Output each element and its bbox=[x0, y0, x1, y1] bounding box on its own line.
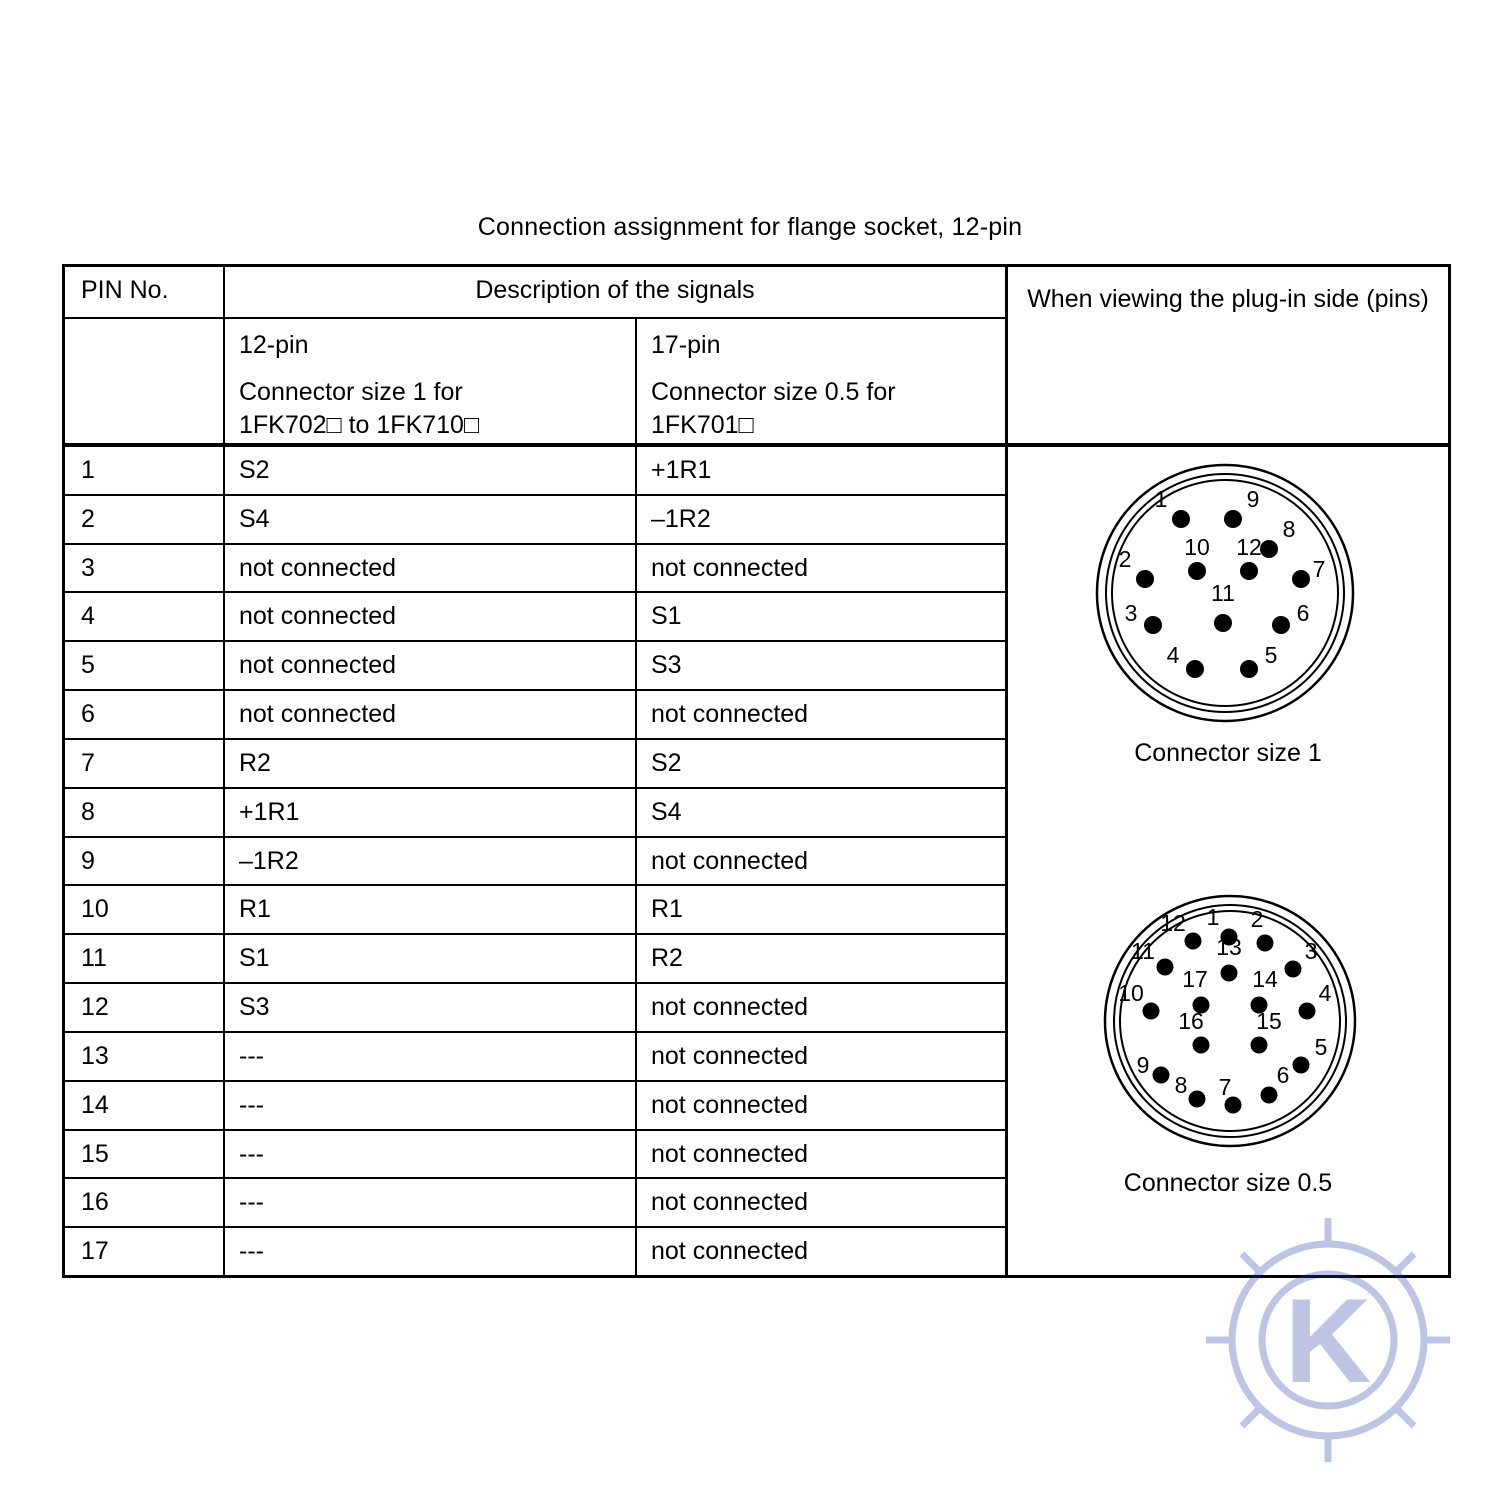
connector-pin-label: 5 bbox=[1264, 642, 1278, 668]
connector-pin-label: 7 bbox=[1312, 556, 1326, 582]
cell-signal-17pin: not connected bbox=[651, 1090, 809, 1119]
connector-pin-label: 1 bbox=[1206, 904, 1220, 930]
connector-pin-dot bbox=[1240, 562, 1258, 580]
cell-pin-number: 7 bbox=[65, 740, 225, 787]
cell-signal-17pin: R1 bbox=[651, 895, 683, 924]
cell-signal-17pin: S4 bbox=[651, 797, 682, 826]
cell-signal-12pin: --- bbox=[225, 1131, 637, 1178]
connector-pin-dot bbox=[1186, 660, 1204, 678]
header-col-12pin-line1: Connector size 1 for bbox=[239, 378, 463, 406]
header-col-12pin-title: 12-pin bbox=[239, 331, 309, 359]
connector-pin-dot bbox=[1221, 965, 1238, 982]
cell-pin-number: 3 bbox=[65, 545, 225, 592]
connector-pin-dot bbox=[1189, 1091, 1206, 1108]
header-col-17pin-title: 17-pin bbox=[651, 331, 721, 359]
cell-signal-17pin: not connected bbox=[651, 1041, 809, 1070]
cell-signal-12pin: not connected bbox=[225, 642, 637, 689]
table-header-row-1 bbox=[65, 267, 1005, 319]
connector-pin-label: 3 bbox=[1304, 938, 1318, 964]
connector-pin-dot bbox=[1143, 1003, 1160, 1020]
table-row bbox=[65, 838, 1005, 887]
cell-pin-number: 9 bbox=[65, 838, 225, 885]
cell-signal-17pin: S2 bbox=[651, 748, 682, 777]
cell-signal-12pin: not connected bbox=[225, 593, 637, 640]
cell-pin-number: 1 bbox=[65, 447, 225, 494]
connector-pin-label: 10 bbox=[1118, 980, 1144, 1006]
table-row bbox=[65, 496, 1005, 545]
table-row bbox=[65, 1033, 1005, 1082]
table-row bbox=[65, 935, 1005, 984]
header-viewing-plug-in-side: When viewing the plug-in side (pins) bbox=[1008, 267, 1448, 447]
cell-signal-12pin: R2 bbox=[225, 740, 637, 787]
header-col-17pin-line1: Connector size 0.5 for bbox=[651, 378, 896, 406]
connector-pin-dot bbox=[1261, 1087, 1278, 1104]
cell-signal-17pin: not connected bbox=[651, 553, 809, 582]
connector-pin-dot bbox=[1285, 961, 1302, 978]
table-row bbox=[65, 1131, 1005, 1180]
connector-pin-dot bbox=[1193, 1037, 1210, 1054]
cell-pin-number: 16 bbox=[65, 1179, 225, 1226]
connector-pin-dot bbox=[1299, 1003, 1316, 1020]
connector-pin-label: 15 bbox=[1256, 1008, 1282, 1034]
connector-pin-dot bbox=[1144, 616, 1162, 634]
connector-pin-dot bbox=[1251, 1037, 1268, 1054]
header-description: Description of the signals bbox=[475, 276, 755, 304]
connector-pin-dot bbox=[1292, 570, 1310, 588]
cell-signal-17pin: not connected bbox=[651, 1139, 809, 1168]
table-row bbox=[65, 789, 1005, 838]
cell-signal-12pin: --- bbox=[225, 1228, 637, 1275]
connector-pin-dot bbox=[1272, 616, 1290, 634]
connector-pin-dot bbox=[1260, 540, 1278, 558]
connector-size-1-diagram bbox=[1053, 457, 1403, 737]
connector-pin-label: 8 bbox=[1282, 516, 1296, 542]
header-col-17pin-line2: 1FK701□ bbox=[651, 411, 754, 439]
table-header-row-2 bbox=[65, 319, 1005, 447]
cell-signal-17pin: not connected bbox=[651, 700, 809, 729]
header-pin-no-blank bbox=[65, 319, 225, 443]
connector-pin-label: 9 bbox=[1246, 486, 1260, 512]
table-row bbox=[65, 691, 1005, 740]
cell-pin-number: 5 bbox=[65, 642, 225, 689]
cell-pin-number: 15 bbox=[65, 1131, 225, 1178]
connector-pin-label: 17 bbox=[1182, 966, 1208, 992]
cell-signal-12pin: R1 bbox=[225, 886, 637, 933]
cell-pin-number: 12 bbox=[65, 984, 225, 1031]
connector-pin-dot bbox=[1214, 614, 1232, 632]
connector-pin-dot bbox=[1153, 1067, 1170, 1084]
table-row bbox=[65, 593, 1005, 642]
figure-caption: Connection assignment for flange socket, 12-pin bbox=[477, 213, 1023, 241]
cell-pin-number: 4 bbox=[65, 593, 225, 640]
cell-signal-17pin: +1R1 bbox=[651, 455, 712, 484]
cell-pin-number: 8 bbox=[65, 789, 225, 836]
table-row bbox=[65, 886, 1005, 935]
connector-pin-label: 11 bbox=[1211, 580, 1235, 606]
connector-pin-label: 6 bbox=[1276, 1062, 1290, 1088]
connector-size-05-block bbox=[1008, 887, 1448, 1198]
cell-signal-12pin: S1 bbox=[225, 935, 637, 982]
connection-assignment-table bbox=[62, 264, 1451, 1278]
cell-signal-17pin: not connected bbox=[651, 846, 809, 875]
cell-signal-12pin: --- bbox=[225, 1082, 637, 1129]
connector-pin-label: 8 bbox=[1174, 1072, 1188, 1098]
connector-diagrams bbox=[1008, 447, 1448, 1275]
connector-pin-label: 12 bbox=[1236, 534, 1262, 560]
cell-signal-12pin: +1R1 bbox=[225, 789, 637, 836]
connector-pin-label: 1 bbox=[1154, 486, 1168, 512]
table-row bbox=[65, 1179, 1005, 1228]
connector-pin-dot bbox=[1157, 959, 1174, 976]
connector-pin-label: 7 bbox=[1218, 1074, 1232, 1100]
table-left-block bbox=[65, 267, 1008, 1275]
table-right-block bbox=[1008, 267, 1448, 1275]
connector-pin-label: 6 bbox=[1296, 600, 1310, 626]
header-col-12pin-line2: 1FK702□ to 1FK710□ bbox=[239, 411, 480, 439]
cell-pin-number: 17 bbox=[65, 1228, 225, 1275]
table-row bbox=[65, 1228, 1005, 1275]
cell-signal-17pin: S1 bbox=[651, 602, 682, 631]
connector-pin-label: 13 bbox=[1216, 934, 1242, 960]
cell-signal-12pin: S4 bbox=[225, 496, 637, 543]
connector-pin-dot bbox=[1224, 510, 1242, 528]
cell-signal-12pin: S3 bbox=[225, 984, 637, 1031]
cell-signal-17pin: –1R2 bbox=[651, 504, 711, 533]
connector-size-1-label: Connector size 1 bbox=[1134, 739, 1322, 767]
table-row bbox=[65, 447, 1005, 496]
cell-pin-number: 11 bbox=[65, 935, 225, 982]
cell-pin-number: 2 bbox=[65, 496, 225, 543]
cell-signal-12pin: not connected bbox=[225, 545, 637, 592]
connector-pin-label: 4 bbox=[1318, 980, 1332, 1006]
connector-pin-label: 4 bbox=[1166, 642, 1180, 668]
connector-pin-label: 5 bbox=[1314, 1034, 1328, 1060]
cell-signal-12pin: not connected bbox=[225, 691, 637, 738]
connector-pin-dot bbox=[1240, 660, 1258, 678]
table-row bbox=[65, 642, 1005, 691]
connector-pin-label: 9 bbox=[1136, 1052, 1150, 1078]
connector-pin-dot bbox=[1257, 935, 1274, 952]
cell-signal-12pin: –1R2 bbox=[225, 838, 637, 885]
connector-pin-label: 11 bbox=[1131, 938, 1155, 964]
table-body bbox=[65, 447, 1005, 1275]
connector-pin-label: 14 bbox=[1252, 966, 1278, 992]
connector-pin-label: 10 bbox=[1184, 534, 1210, 560]
cell-signal-17pin: not connected bbox=[651, 1237, 809, 1266]
connector-pin-dot bbox=[1172, 510, 1190, 528]
cell-pin-number: 6 bbox=[65, 691, 225, 738]
connector-size-05-diagram bbox=[1053, 887, 1403, 1167]
table-row bbox=[65, 1082, 1005, 1131]
table-row bbox=[65, 545, 1005, 594]
connector-pin-dot bbox=[1185, 933, 1202, 950]
connector-pin-label: 16 bbox=[1178, 1008, 1204, 1034]
cell-signal-17pin: not connected bbox=[651, 1188, 809, 1217]
cell-signal-12pin: S2 bbox=[225, 447, 637, 494]
connector-pin-label: 2 bbox=[1118, 546, 1132, 572]
cell-pin-number: 14 bbox=[65, 1082, 225, 1129]
cell-signal-17pin: S3 bbox=[651, 651, 682, 680]
connector-pin-dot bbox=[1136, 570, 1154, 588]
cell-pin-number: 10 bbox=[65, 886, 225, 933]
connector-size-05-label: Connector size 0.5 bbox=[1123, 1169, 1333, 1197]
cell-signal-17pin: R2 bbox=[651, 944, 683, 973]
table-row bbox=[65, 984, 1005, 1033]
connector-pin-dot bbox=[1188, 562, 1206, 580]
connector-pin-label: 2 bbox=[1250, 906, 1264, 932]
watermark-letter: K bbox=[1284, 1274, 1372, 1408]
cell-signal-17pin: not connected bbox=[651, 993, 809, 1022]
connector-pin-label: 12 bbox=[1160, 910, 1186, 936]
cell-signal-12pin: --- bbox=[225, 1179, 637, 1226]
cell-pin-number: 13 bbox=[65, 1033, 225, 1080]
table-row bbox=[65, 740, 1005, 789]
connector-size-1-block bbox=[1008, 457, 1448, 768]
cell-signal-12pin: --- bbox=[225, 1033, 637, 1080]
connector-pin-dot bbox=[1293, 1057, 1310, 1074]
header-pin-no: PIN No. bbox=[65, 267, 225, 317]
header-col-17pin bbox=[637, 319, 1005, 443]
connector-pin-label: 3 bbox=[1124, 600, 1138, 626]
header-col-12pin bbox=[225, 319, 637, 443]
